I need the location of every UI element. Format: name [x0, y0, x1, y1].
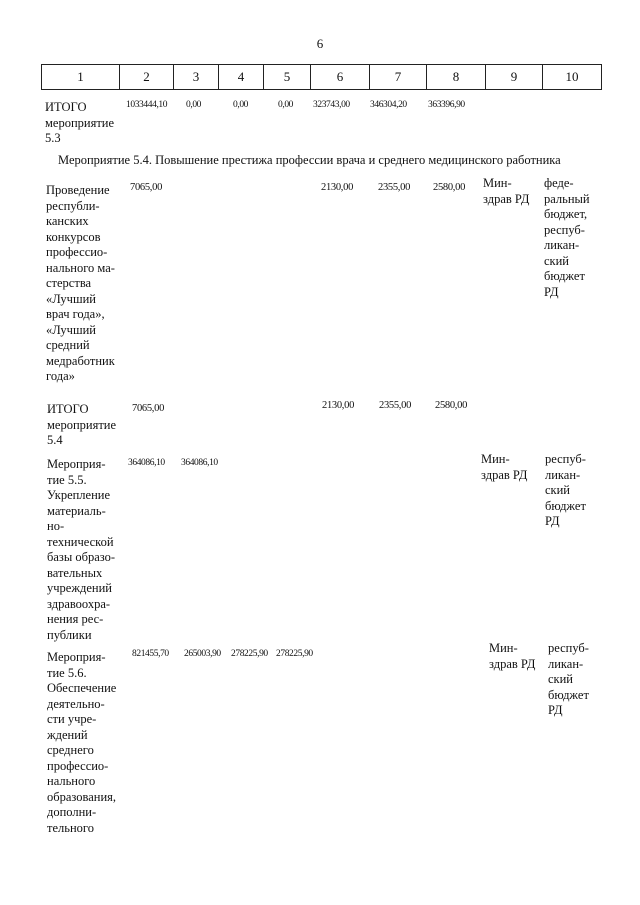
source-line: РД	[548, 703, 563, 717]
column-header-4: 4	[219, 65, 264, 90]
name-line: материаль-	[47, 503, 106, 518]
source-line: бюджет	[545, 498, 586, 513]
label-line: ИТОГО	[47, 402, 89, 416]
name-line: Укрепление	[47, 488, 111, 502]
measure-5-5-executor	[481, 452, 527, 483]
measure-5-5-total: 364086,10	[128, 458, 165, 468]
source-line: ский	[545, 483, 570, 497]
name-line: нального ма-	[46, 260, 115, 275]
executor-line: здрав РД	[481, 467, 528, 482]
contests-2023: 2580,00	[433, 182, 466, 193]
label-line: мероприятие	[47, 417, 117, 432]
source-line: ликан-	[544, 238, 580, 252]
name-line: средний	[46, 338, 90, 352]
column-header-10: 10	[543, 65, 602, 90]
name-line: тельного	[47, 820, 94, 835]
name-line: технической	[47, 534, 114, 549]
source-line: ский	[544, 253, 569, 268]
name-line: республи-	[46, 198, 100, 213]
name-line: «Лучший	[46, 322, 96, 337]
name-line: вательных	[47, 565, 103, 580]
name-line: но-	[47, 519, 65, 533]
name-line: медработник	[46, 353, 115, 368]
source-line: РД	[544, 284, 559, 299]
measure-5-6-total: 821455,70	[132, 649, 169, 659]
name-line: деятельно-	[47, 696, 105, 711]
measure-5-6-2020: 278225,90	[276, 649, 313, 659]
source-line: респуб-	[548, 641, 589, 655]
name-line: здравоохра-	[47, 596, 111, 611]
label-line: 5.3	[45, 131, 61, 145]
contests-2022: 2355,00	[378, 182, 411, 193]
source-line: респуб-	[545, 452, 586, 466]
name-line: врач года»,	[46, 307, 105, 321]
name-line: «Лучший	[46, 291, 96, 306]
total-5-4-label	[47, 402, 116, 449]
contests-funding-source	[544, 176, 590, 300]
source-line: бюджет	[544, 269, 585, 283]
name-line: тие 5.5.	[47, 472, 87, 487]
name-line: профессио-	[47, 758, 109, 773]
total-5-3-value-2018: 0,00	[186, 100, 202, 110]
name-line: профессио-	[46, 245, 108, 259]
name-line: Проведение	[46, 183, 110, 197]
contests-name	[46, 183, 115, 385]
source-line: ральный	[544, 191, 590, 206]
measure-5-5-name	[47, 457, 115, 643]
name-line: сти учре-	[47, 712, 97, 726]
section-5-4-title: Мероприятие 5.4. Повышение престижа профессии врача и среднего медицинского работника	[58, 153, 561, 167]
contests-2021: 2130,00	[321, 182, 354, 193]
total-5-3-value-2022: 346304,20	[370, 100, 407, 110]
total-5-3-value-2020: 0,00	[278, 100, 294, 110]
column-header-3: 3	[174, 65, 219, 90]
column-header-2: 2	[120, 65, 174, 90]
measure-5-6-name	[47, 650, 116, 836]
column-header-5: 5	[264, 65, 311, 90]
source-line: бюджет,	[544, 207, 588, 221]
column-header-9: 9	[486, 65, 543, 90]
name-line: среднего	[47, 743, 94, 757]
executor-line: Мин-	[489, 641, 518, 655]
measure-5-6-2018: 265003,90	[184, 649, 221, 659]
column-header-1: 1	[42, 65, 120, 90]
name-line: ждений	[47, 727, 88, 742]
name-line: Мероприя-	[47, 457, 106, 471]
measure-5-6-executor	[489, 641, 535, 672]
total-5-4-2022: 2355,00	[379, 400, 412, 411]
name-line: базы образо-	[47, 550, 116, 564]
column-header-6: 6	[311, 65, 370, 90]
name-line: дополни-	[47, 805, 97, 819]
name-line: образования,	[47, 789, 117, 804]
measure-5-6-funding-source	[548, 641, 589, 719]
contests-executor	[483, 176, 529, 207]
total-5-3-value-2019: 0,00	[233, 100, 249, 110]
column-header-8: 8	[427, 65, 486, 90]
total-5-4-2023: 2580,00	[435, 400, 468, 411]
name-line: нения рес-	[47, 612, 104, 626]
name-line: публики	[47, 627, 92, 642]
label-line: 5.4	[47, 433, 63, 447]
name-line: Мероприя-	[47, 650, 106, 664]
executor-line: здрав РД	[489, 656, 536, 671]
name-line: канских	[46, 214, 89, 228]
source-line: феде-	[544, 176, 574, 190]
total-5-3-value-total: 1033444,10	[126, 100, 168, 110]
measure-5-6-2019: 278225,90	[231, 649, 268, 659]
total-5-4-total: 7065,00	[132, 403, 165, 414]
label-line: мероприятие	[45, 115, 115, 130]
total-5-3-label	[45, 100, 114, 147]
column-header-7: 7	[370, 65, 427, 90]
source-line: ский	[548, 672, 573, 686]
total-5-4-2021: 2130,00	[322, 400, 355, 411]
name-line: учреждений	[47, 581, 112, 595]
name-line: стерства	[46, 276, 92, 290]
executor-line: здрав РД	[483, 191, 530, 206]
name-line: тие 5.6.	[47, 665, 87, 680]
contests-total: 7065,00	[130, 182, 163, 193]
label-line: ИТОГО	[45, 100, 87, 114]
source-line: ликан-	[548, 656, 584, 671]
executor-line: Мин-	[483, 176, 512, 190]
total-5-3-value-2021: 323743,00	[313, 100, 350, 110]
source-line: бюджет	[548, 687, 589, 702]
executor-line: Мин-	[481, 452, 510, 466]
column-header-row	[42, 65, 602, 90]
measure-5-5-funding-source	[545, 452, 586, 530]
total-5-3-value-2023: 363396,90	[428, 100, 465, 110]
page-number: 6	[316, 36, 324, 51]
name-line: нального	[47, 774, 96, 788]
source-line: ликан-	[545, 467, 581, 482]
name-line: конкурсов	[46, 229, 101, 244]
name-line: Обеспечение	[47, 681, 117, 695]
source-line: респуб-	[544, 222, 585, 237]
column-header-table	[41, 64, 602, 90]
measure-5-5-2018: 364086,10	[181, 458, 218, 468]
name-line: года»	[46, 369, 75, 383]
source-line: РД	[545, 514, 560, 528]
